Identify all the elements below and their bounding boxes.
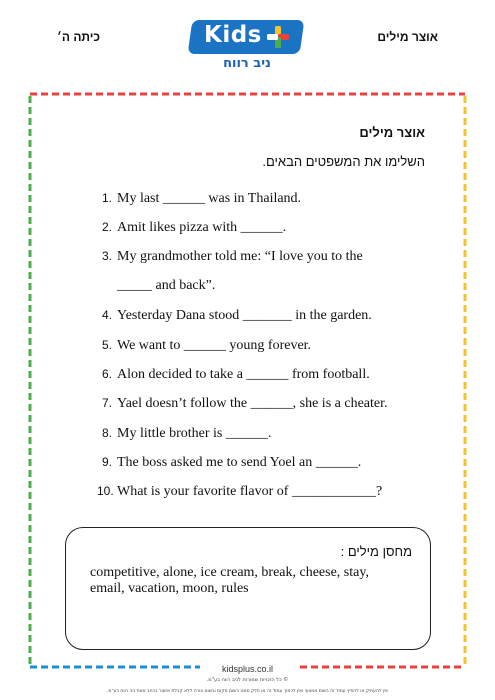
question-text: We want to ______ young forever.	[117, 338, 312, 353]
footer-url: kidsplus.co.il	[221, 664, 274, 674]
footer-copyright: © כל הזכויות שמורות לניב רווח בע"מ.	[206, 677, 289, 683]
question-number: 4.	[102, 308, 113, 322]
question-number: 1.	[102, 191, 113, 205]
question-text: What is your favorite flavor of ____________?	[117, 484, 383, 499]
question-item	[102, 220, 286, 236]
worksheet-instructions: השלימו את המשפטים הבאים.	[262, 154, 425, 169]
question-item	[102, 308, 372, 324]
question-number: 2.	[102, 220, 113, 234]
question-number: 5.	[102, 338, 113, 352]
logo-subtitle: ניב רווח	[223, 56, 271, 71]
kids-plus-logo	[184, 20, 310, 74]
question-text: My last ______ was in Thailand.	[117, 191, 302, 206]
word-bank-words: competitive, alone, ice cream, break, cheese, stay, email, vacation, moon, rules	[90, 565, 369, 596]
question-number: 6.	[102, 367, 113, 381]
question-number: 3.	[102, 249, 113, 263]
question-number: 9.	[102, 455, 113, 469]
question-continuation	[102, 278, 215, 294]
question-item	[97, 484, 382, 500]
logo-text: Kids	[204, 22, 262, 48]
question-text: Yesterday Dana stood _______ in the garden.	[117, 308, 372, 323]
footer-legal: אין להעתיק או להפיץ עמוד זה בשום אמצעי ואין לכמוך עמוד זה או חלק ממנו בשום מקום ובשום צורה ללא קבלת אישור בכתב מאת ניב רווח בע"מ.	[106, 689, 389, 694]
question-number: 10.	[97, 484, 114, 498]
question-item	[102, 338, 311, 354]
question-item	[102, 396, 388, 412]
question-number: 7.	[102, 396, 113, 410]
question-text: My grandmother told me: “I love you to the	[117, 249, 363, 264]
question-text: My little brother is ______.	[117, 426, 272, 441]
question-item	[102, 249, 363, 265]
question-number: 8.	[102, 426, 113, 440]
question-text: Amit likes pizza with ______.	[117, 220, 287, 235]
question-text: The boss asked me to send Yoel an ______.	[117, 455, 362, 470]
question-item	[102, 367, 370, 383]
word-bank-box	[65, 527, 431, 650]
class-label: כיתה ה׳	[57, 30, 101, 44]
question-item	[102, 426, 271, 442]
question-item	[102, 191, 301, 207]
plus-icon	[266, 25, 290, 49]
question-text: Yael doesn’t follow the ______, she is a cheater.	[117, 396, 388, 411]
question-text: _____ and back”.	[117, 278, 216, 293]
question-text: Alon decided to take a ______ from football.	[117, 367, 370, 382]
worksheet-title: אוצר מילים	[359, 125, 425, 140]
word-bank-title: מחסן מילים :	[340, 544, 412, 559]
subject-label: אוצר מילים	[377, 30, 438, 44]
question-item	[102, 455, 361, 471]
